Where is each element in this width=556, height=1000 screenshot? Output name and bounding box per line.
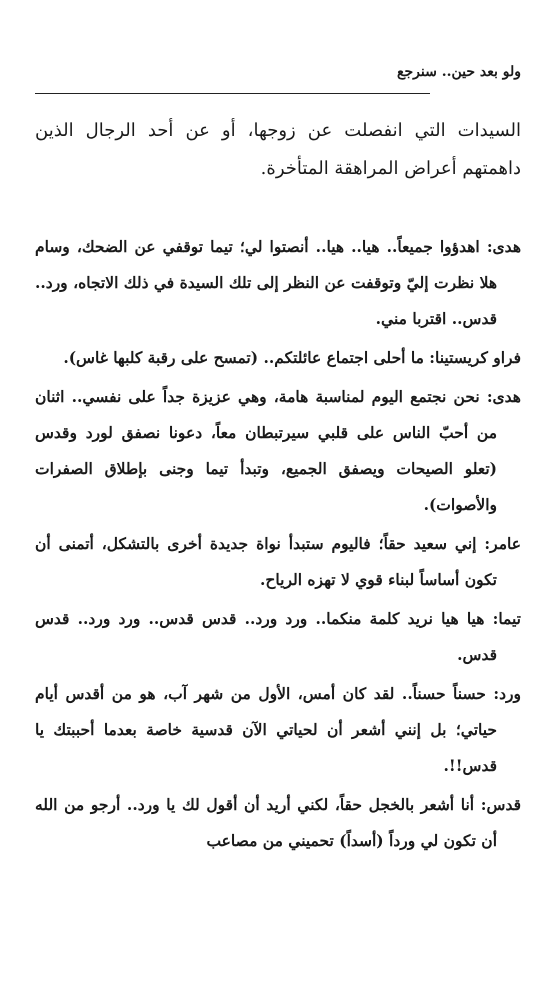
intro-text: السيدات التي انفصلت عن زوجها، أو عن أحد الرجال الذين داهمتهم أعراض المراهقة المتأخرة. [35,120,521,179]
dialogue-text: هيا هيا نريد كلمة منكما.. ورد ورد.. قدس قدس.. ورد ورد.. قدس قدس. [35,609,497,664]
dialogue-line [35,526,521,598]
dialogue-line [35,340,521,376]
dialogue-line [35,229,521,337]
dialogue-text: اهدؤوا جميعاً.. هيا.. هيا.. أنصتوا لي؛ تيما توقفي عن الضحك، وسام هلا نظرت إليّ وتوقفت عن النظر إلى تلك السيدة في ذلك الاتجاه، ورد.. قدس.. اقتربا مني. [35,237,497,328]
dialogue-text: إني سعيد حقاً؛ فاليوم ستبدأ نواة جديدة أخرى بالتشكل، أتمنى أن تكون أساساً لبناء قوي لا تهزه الرياح. [35,534,497,589]
dialogue-block [35,229,521,862]
intro-paragraph [35,112,521,188]
speaker-name: هدى: [486,237,521,256]
dialogue-text: ما أحلى اجتماع عائلتكم.. (تمسح على رقبة كلبها غاس). [63,348,424,367]
speaker-name: قدس: [480,795,521,814]
dialogue-text: حسناً حسناً.. لقد كان أمس، الأول من شهر آب، هو من أقدس أيام حياتي؛ بل إنني أشعر أن لحياتي الآن قدسية خاصة بعدما أحببتك يا قدس!!. [35,684,497,775]
speaker-name: عامر: [484,534,521,553]
speaker-name: هدى: [486,387,521,406]
dialogue-line [35,601,521,673]
dialogue-text: نحن نجتمع اليوم لمناسبة هامة، وهي عزيزة جداً على نفسي.. اثنان من أحبّ الناس على قلبي سيرتبطان معاً، دعونا نصفق لورد وقدس (تعلو الصيحات ويصفق الجميع، وتبدأ تيما وجنى بإطلاق الصفرات والأصوات). [35,387,497,514]
dialogue-line [35,787,521,859]
speaker-name: ورد: [493,684,521,703]
speaker-name: تيما: [492,609,521,628]
header-rule [35,93,430,94]
running-header: ولو بعد حين.. سنرجع [397,64,521,80]
dialogue-line [35,676,521,784]
dialogue-line [35,379,521,523]
speaker-name: فراو كريستينا: [429,348,521,367]
dialogue-text: أنا أشعر بالخجل حقاً، لكني أريد أن أقول لك يا ورد.. أرجو من الله أن تكون لي ورداً (أسداً) تحميني من مصاعب [35,795,497,850]
